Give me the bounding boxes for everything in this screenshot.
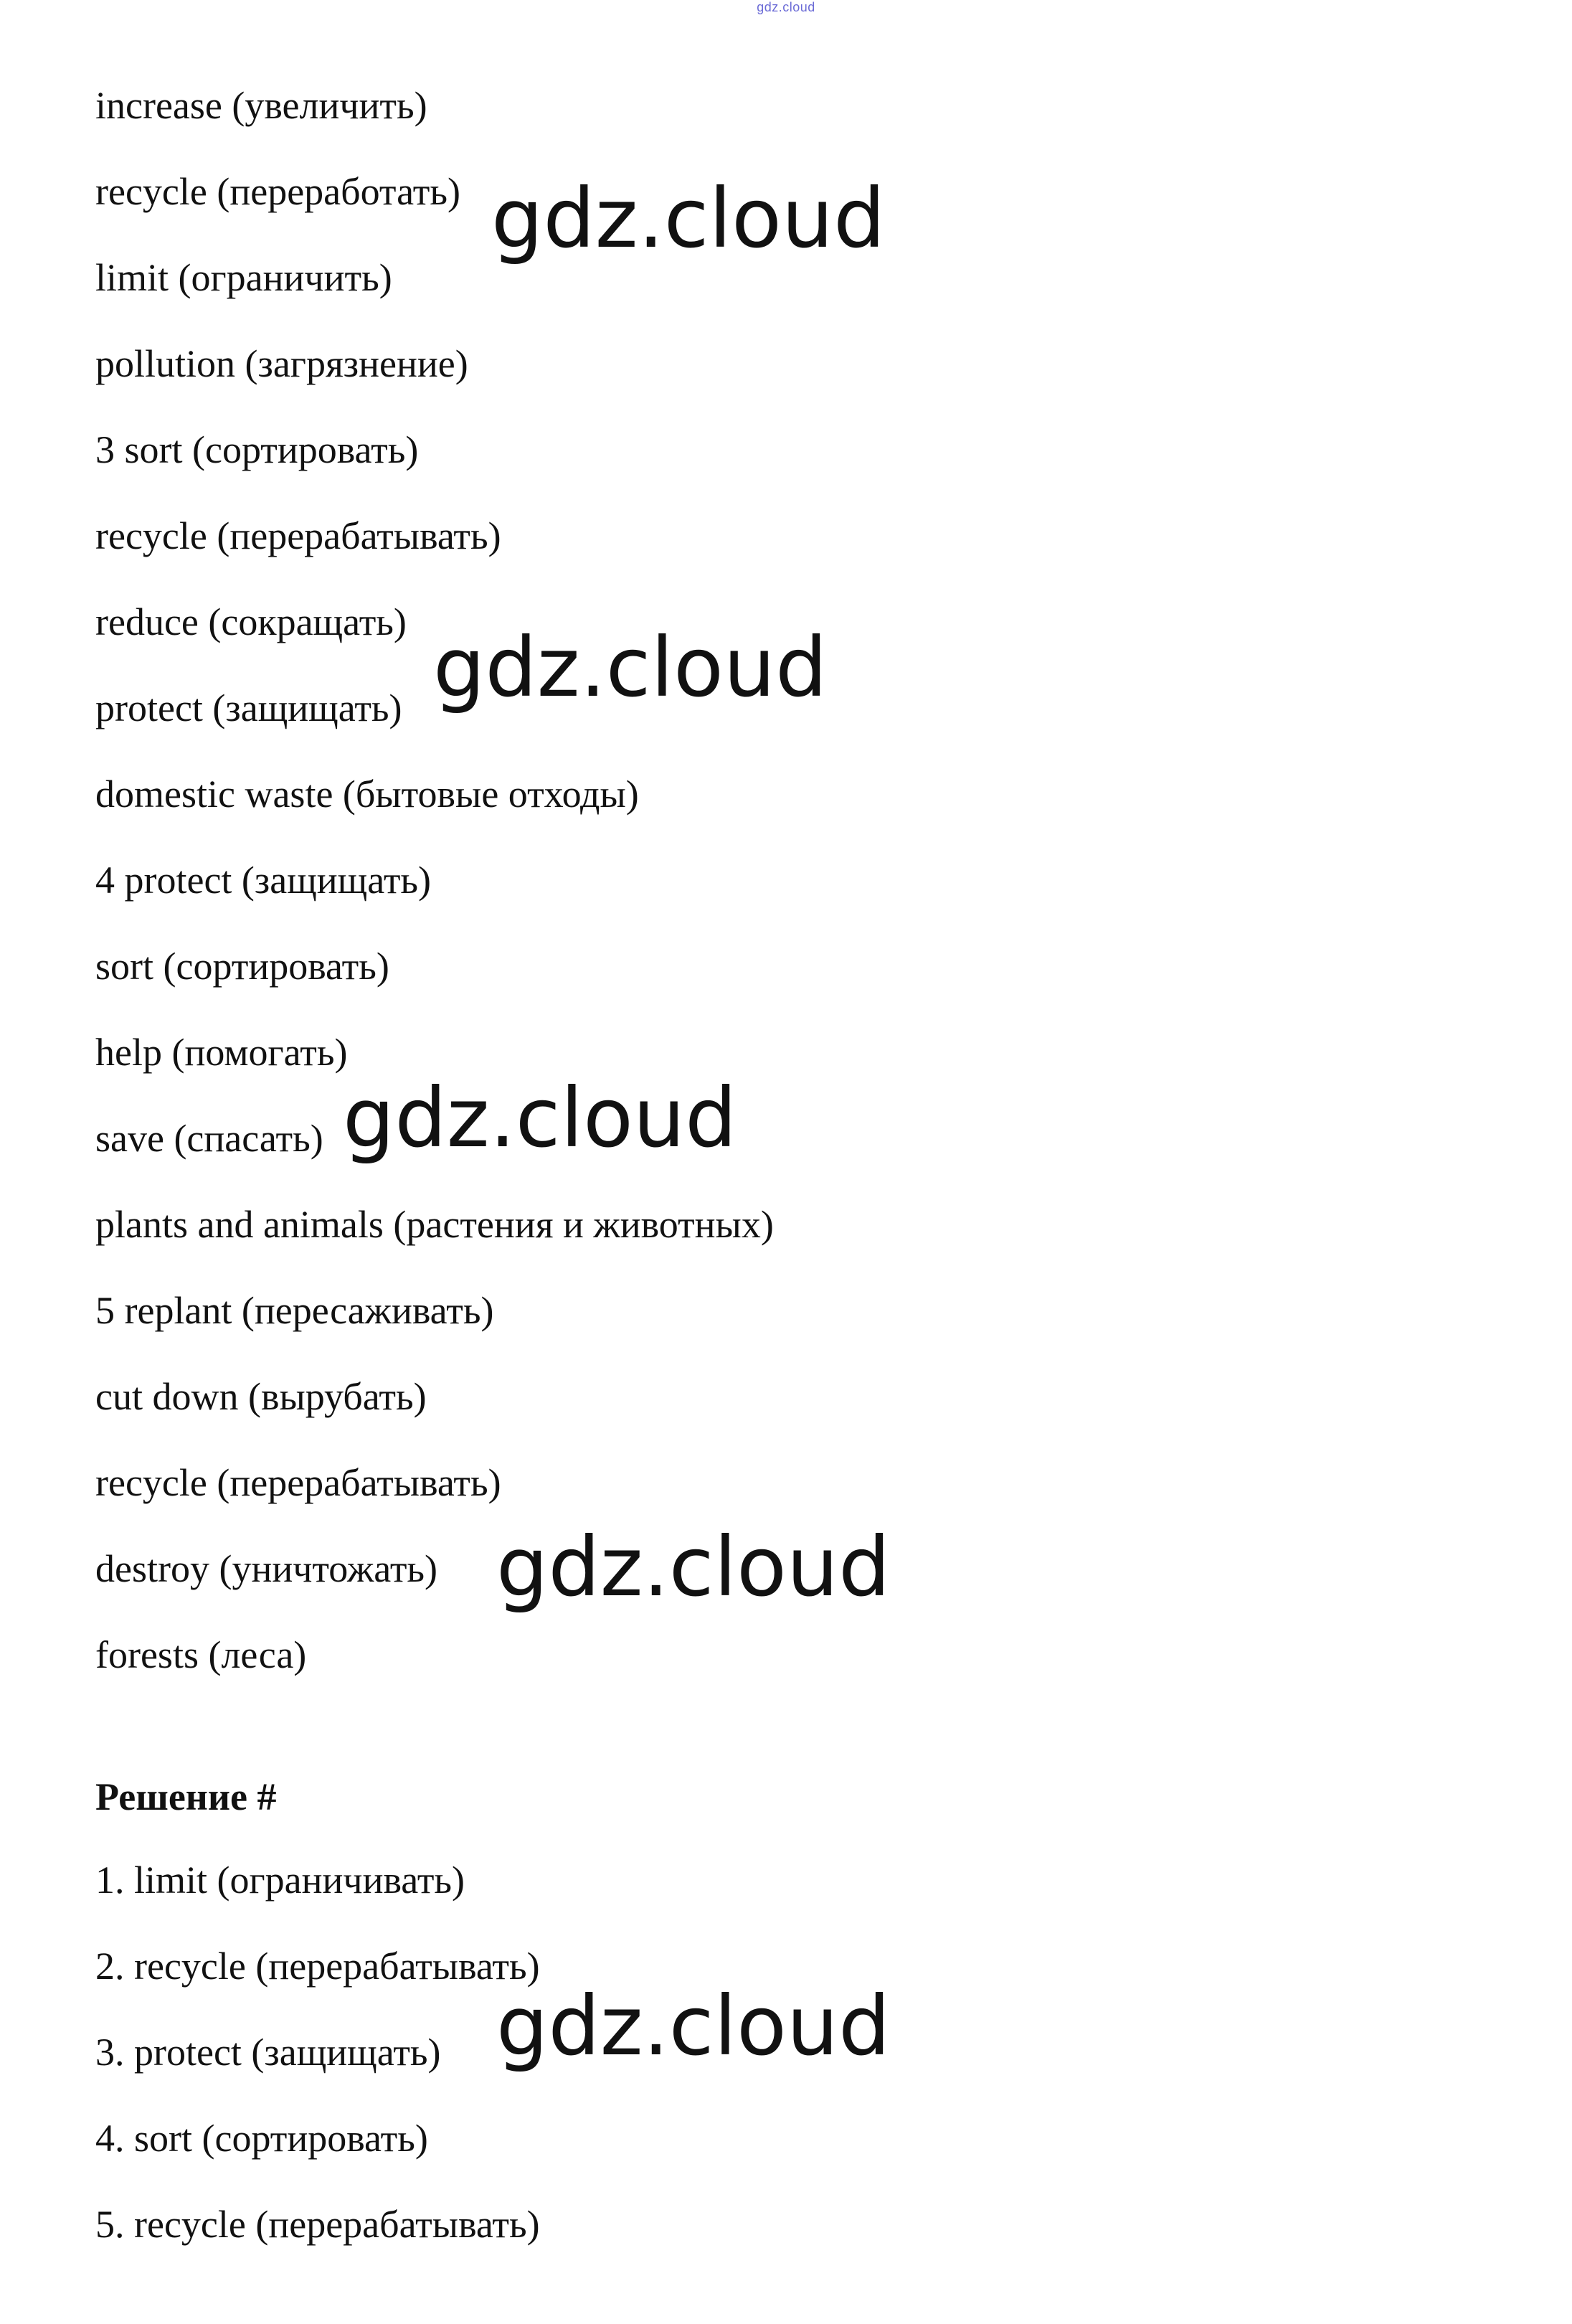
list-item: limit (ограничить) [95, 256, 392, 299]
list-item: help (помогать) [95, 1031, 348, 1074]
watermark-logo: gdz.cloud [496, 1519, 891, 1615]
list-item: recycle (переработать) [95, 170, 460, 213]
watermark-logo: gdz.cloud [491, 171, 886, 266]
watermark-logo: gdz.cloud [496, 1978, 891, 2074]
solution-item: 5. recycle (перерабатывать) [95, 2203, 540, 2246]
list-item: 5 replant (пересаживать) [95, 1289, 494, 1332]
solution-item: 1. limit (ограничивать) [95, 1858, 465, 1902]
solution-item: 2. recycle (перерабатывать) [95, 1945, 540, 1988]
list-item: pollution (загрязнение) [95, 342, 468, 385]
list-item: domestic waste (бытовые отходы) [95, 773, 639, 816]
list-item: increase (увеличить) [95, 84, 427, 127]
list-item: 3 sort (сортировать) [95, 428, 419, 471]
list-item: save (спасать) [95, 1117, 323, 1160]
list-item: sort (сортировать) [95, 945, 389, 988]
list-item: destroy (уничтожать) [95, 1547, 438, 1590]
watermark-logo: gdz.cloud [343, 1070, 737, 1166]
list-item: protect (защищать) [95, 686, 402, 729]
list-item: recycle (перерабатывать) [95, 1461, 501, 1504]
solution-item: 4. sort (сортировать) [95, 2117, 428, 2160]
list-item: reduce (сокращать) [95, 600, 407, 643]
solution-heading: Решение # [95, 1775, 277, 1818]
list-item: recycle (перерабатывать) [95, 514, 501, 557]
list-item: plants and animals (растения и животных) [95, 1203, 774, 1246]
list-item: forests (леса) [95, 1633, 307, 1676]
watermark-logo: gdz.cloud [433, 620, 828, 715]
solution-item: 3. protect (защищать) [95, 2031, 441, 2074]
list-item: 4 protect (защищать) [95, 859, 432, 902]
list-item: cut down (вырубать) [95, 1375, 427, 1418]
header-watermark: gdz.cloud [757, 0, 815, 14]
